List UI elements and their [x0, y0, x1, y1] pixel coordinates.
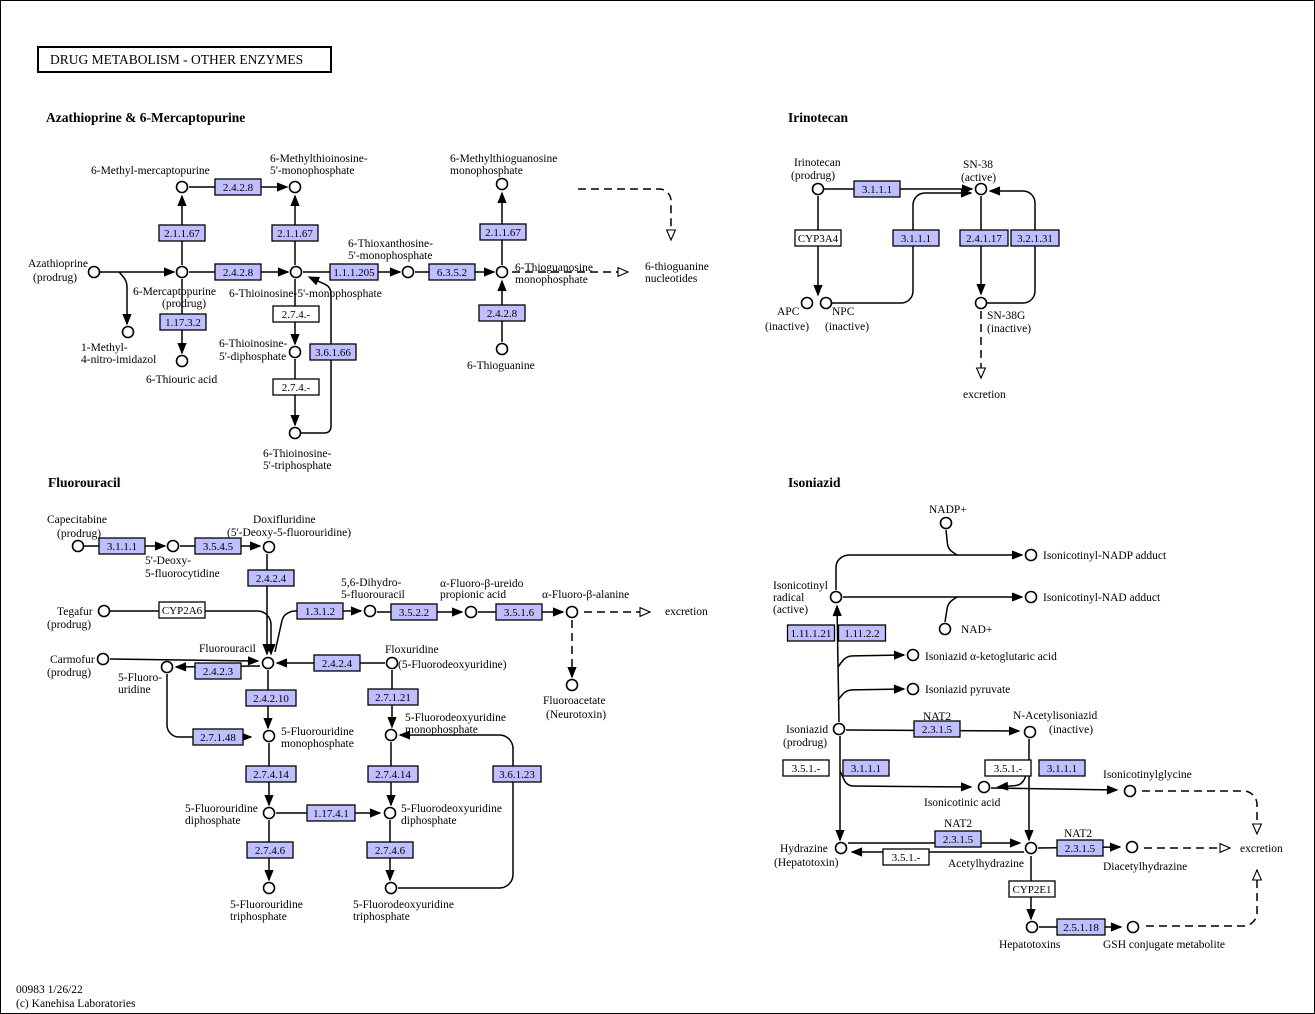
compound-circle[interactable]	[831, 592, 842, 603]
compound-circle[interactable]	[940, 624, 951, 635]
text-label: 5-fluorocytidine	[145, 568, 220, 580]
enzyme-label: 2.4.2.4	[255, 573, 287, 585]
text-label: Isonicotinic acid	[924, 797, 1001, 809]
compound-circle[interactable]	[98, 654, 109, 665]
compound-circle[interactable]	[290, 347, 301, 358]
text-label: N-Acetylisoniazid	[1013, 710, 1098, 722]
text-label: (5'-Deoxy-5-fluorouridine)	[227, 527, 352, 539]
compound-circle[interactable]	[802, 298, 813, 309]
compound-circle[interactable]	[168, 541, 179, 552]
enzyme-label: 1.1.1.205	[333, 267, 375, 279]
compound-circle[interactable]	[836, 843, 847, 854]
compound-circle[interactable]	[123, 327, 134, 338]
text-label: 5'-diphosphate	[219, 351, 287, 363]
text-label: propionic acid	[440, 589, 507, 601]
text-label: monophosphate	[405, 724, 478, 736]
text-label: (prodrug)	[33, 272, 78, 284]
enzyme-label: 3.2.1.31	[1017, 233, 1053, 245]
compound-circle[interactable]	[291, 267, 302, 278]
enzyme-label: 3.5.1.-	[791, 763, 821, 775]
compound-circle[interactable]	[497, 179, 508, 190]
text-label: triphosphate	[353, 911, 410, 923]
text-label: 4-nitro-imidazol	[81, 354, 157, 366]
text-label: (Hepatotoxin)	[774, 857, 839, 869]
text-label: NAT2	[1064, 828, 1093, 840]
compound-circle[interactable]	[821, 298, 832, 309]
compound-circle[interactable]	[403, 267, 414, 278]
compound-circle[interactable]	[834, 724, 845, 735]
enzyme-label: 2.1.1.67	[277, 228, 313, 240]
text-label: Capecitabine	[47, 514, 108, 526]
enzyme-label: 3.5.1.-	[891, 852, 921, 864]
section-header-irinotecan: Irinotecan	[788, 110, 848, 125]
enzyme-label: 2.3.1.5	[942, 834, 974, 846]
compound-circle[interactable]	[365, 606, 376, 617]
text-label: NAT2	[923, 711, 952, 723]
text-label: Azathioprine	[28, 258, 89, 270]
text-label: 6-thioguanine	[645, 261, 709, 273]
compound-circle[interactable]	[1128, 922, 1139, 933]
compound-circle[interactable]	[941, 518, 952, 529]
text-label: (inactive)	[825, 321, 870, 333]
compound-circle[interactable]	[177, 267, 188, 278]
compound-circle[interactable]	[386, 883, 397, 894]
compound-circle[interactable]	[567, 680, 578, 691]
text-label: monophosphate	[515, 274, 588, 286]
compound-circle[interactable]	[976, 298, 987, 309]
enzyme-label: CYP3A4	[797, 233, 839, 245]
text-label: excretion	[1240, 843, 1283, 855]
text-label: (active)	[961, 172, 997, 184]
text-label: (5-Fluorodeoxyuridine)	[398, 659, 507, 671]
text-label: 6-Thioinosine-	[219, 338, 288, 350]
enzyme-label: 2.4.1.17	[966, 233, 1002, 245]
section-header-fluorouracil: Fluorouracil	[48, 475, 121, 490]
compound-circle[interactable]	[99, 606, 110, 617]
text-label: monophosphate	[450, 165, 523, 177]
text-label: 6-Thioguanine	[467, 360, 535, 372]
text-label: SN-38G	[987, 310, 1026, 322]
compound-circle[interactable]	[1025, 727, 1036, 738]
compound-circle[interactable]	[497, 267, 508, 278]
enzyme-label: 1.11.1.21	[790, 628, 832, 640]
enzyme-label: 1.17.4.1	[313, 808, 349, 820]
text-label: GSH conjugate metabolite	[1103, 939, 1225, 951]
compound-circle[interactable]	[162, 662, 173, 673]
text-label: 5-fluorouracil	[341, 589, 405, 601]
text-label: 6-Thioinosine-5'-monophosphate	[229, 288, 382, 300]
text-label: Isonicotinyl-NADP adduct	[1043, 550, 1167, 562]
text-label: Isoniazid α-ketoglutaric acid	[925, 651, 1057, 663]
text-label: 6-Thiouric acid	[146, 374, 218, 386]
text-label: excretion	[963, 389, 1006, 401]
compound-circle[interactable]	[290, 428, 301, 439]
enzyme-label: 2.7.4.-	[281, 309, 311, 321]
text-label: Floxuridine	[385, 644, 439, 656]
text-label: 6-Mercaptopurine	[133, 286, 217, 298]
enzyme-label: 2.1.1.67	[485, 227, 521, 239]
text-label: NAD+	[961, 624, 993, 636]
copyright: (c) Kanehisa Laboratories	[16, 998, 136, 1010]
enzyme-label: 3.1.1.1	[106, 541, 138, 553]
text-label: 1-Methyl-	[81, 342, 128, 354]
text-label: (prodrug)	[57, 528, 102, 540]
enzyme-label: 3.5.1.-	[993, 763, 1023, 775]
compound-circle[interactable]	[177, 182, 188, 193]
enzyme-label: 2.3.1.5	[921, 724, 953, 736]
enzyme-label: 3.6.1.23	[499, 769, 535, 781]
compound-circle[interactable]	[264, 883, 275, 894]
enzyme-label: 1.3.1.2	[304, 606, 336, 618]
text-label: 6-Methyl-mercaptopurine	[91, 165, 210, 177]
enzyme-label: 2.7.1.48	[200, 732, 236, 744]
enzyme-label: 3.6.1.66	[315, 347, 351, 359]
compound-circle[interactable]	[813, 184, 824, 195]
enzyme-label: 2.5.1.18	[1063, 922, 1099, 934]
text-label: (prodrug)	[47, 667, 92, 679]
pathway-title: DRUG METABOLISM - OTHER ENZYMES	[50, 52, 304, 67]
text-label: Hydrazine	[780, 843, 828, 855]
text-label: Isoniazid pyruvate	[925, 684, 1011, 696]
text-label: NAT2	[944, 818, 973, 830]
compound-circle[interactable]	[1026, 592, 1037, 603]
text-label: 6-Thioxanthosine-	[348, 238, 433, 250]
text-label: NPC	[832, 306, 855, 318]
enzyme-label: 2.4.2.10	[253, 693, 289, 705]
enzyme-label: 1.17.3.2	[165, 317, 201, 329]
enzyme-label: 3.1.1.1	[1046, 763, 1078, 775]
text-label: Doxifluridine	[253, 514, 316, 526]
enzyme-label: CYP2A6	[161, 605, 203, 617]
compound-circle[interactable]	[73, 541, 84, 552]
text-label: (prodrug)	[47, 619, 92, 631]
text-label: diphosphate	[185, 815, 241, 827]
text-label: NADP+	[929, 504, 967, 516]
enzyme-label: 3.1.1.1	[861, 184, 893, 196]
enzyme-label: 2.4.2.8	[222, 267, 254, 279]
section-header-azathioprine: Azathioprine & 6-Mercaptopurine	[46, 110, 246, 125]
enzyme-label: 2.4.2.4	[321, 658, 353, 670]
text-label: SN-38	[963, 159, 994, 171]
compound-circle[interactable]	[976, 184, 987, 195]
enzyme-label: 2.1.1.67	[164, 228, 200, 240]
text-label: 5-Fluorouridine	[230, 899, 303, 911]
text-label: Diacetylhydrazine	[1103, 861, 1188, 873]
enzyme-label: 2.4.2.3	[202, 666, 234, 678]
enzyme-label: 3.1.1.1	[850, 763, 882, 775]
text-label: Isonicotinylglycine	[1103, 769, 1192, 781]
text-label: 5-Fluorodeoxyuridine	[353, 899, 454, 911]
compound-circle[interactable]	[908, 684, 919, 695]
text-label: (inactive)	[1049, 724, 1094, 736]
compound-circle[interactable]	[979, 782, 990, 793]
enzyme-label: 2.3.1.5	[1064, 843, 1096, 855]
text-label: Irinotecan	[794, 157, 841, 169]
text-label: (prodrug)	[791, 170, 836, 182]
compound-circle[interactable]	[385, 808, 396, 819]
text-label: Isonicotinyl	[773, 580, 828, 592]
text-label: (prodrug)	[783, 737, 828, 749]
compound-circle[interactable]	[264, 808, 275, 819]
compound-circle[interactable]	[1026, 843, 1037, 854]
compound-circle[interactable]	[1026, 550, 1037, 561]
text-label: Acetylhydrazine	[948, 858, 1024, 870]
text-label: 5-Fluorodeoxyuridine	[405, 712, 506, 724]
compound-circle[interactable]	[1127, 842, 1138, 853]
text-label: 6-Thioinosine-	[263, 448, 332, 460]
section-header-isoniazid: Isoniazid	[788, 475, 841, 490]
text-label: 5-Fluorouridine	[281, 726, 354, 738]
text-label: uridine	[118, 684, 151, 696]
text-label: 5-Fluoro-	[118, 672, 163, 684]
text-label: 6-Methylthioguanosine	[450, 153, 558, 165]
compound-circle[interactable]	[264, 731, 275, 742]
enzyme-label: 2.7.4.-	[281, 382, 311, 394]
compound-circle[interactable]	[466, 607, 477, 618]
text-label: (active)	[773, 604, 809, 616]
compound-circle[interactable]	[567, 607, 578, 618]
text-label: (inactive)	[987, 323, 1032, 335]
text-label: Hepatotoxins	[999, 939, 1061, 951]
text-label: monophosphate	[281, 738, 354, 750]
text-label: 5'-Deoxy-	[145, 555, 192, 567]
compound-circle[interactable]	[386, 730, 397, 741]
enzyme-label: 6.3.5.2	[436, 267, 468, 279]
text-label: Isoniazid	[786, 724, 829, 736]
text-label: Carmofur	[50, 654, 95, 666]
compound-circle[interactable]	[1027, 922, 1038, 933]
compound-circle[interactable]	[1125, 786, 1136, 797]
text-label: Tegafur	[57, 606, 93, 618]
text-label: 5'-monophosphate	[270, 165, 355, 177]
text-label: 6-Methylthioinosine-	[270, 153, 368, 165]
compound-circle[interactable]	[908, 650, 919, 661]
text-label: Isonicotinyl-NAD adduct	[1043, 592, 1161, 604]
text-label: APC	[777, 306, 800, 318]
enzyme-label: CYP2E1	[1012, 884, 1052, 896]
text-label: α-Fluoro-β-alanine	[542, 589, 630, 601]
enzyme-label: 2.7.4.14	[253, 769, 289, 781]
enzyme-label: 1.11.2.2	[844, 628, 880, 640]
compound-circle[interactable]	[89, 267, 100, 278]
text-label: 5'-triphosphate	[263, 460, 332, 472]
text-label: 5-Fluorodeoxyuridine	[401, 803, 502, 815]
compound-circle[interactable]	[497, 344, 508, 355]
enzyme-label: 2.7.4.6	[254, 845, 286, 857]
text-label: diphosphate	[401, 815, 457, 827]
text-label: 5,6-Dihydro-	[341, 577, 402, 589]
text-label: (Neurotoxin)	[546, 709, 607, 721]
enzyme-label: 2.4.2.8	[222, 182, 254, 194]
text-label: 6-Thioguanosine	[515, 262, 593, 274]
text-label: excretion	[665, 606, 708, 618]
text-label: (inactive)	[765, 321, 810, 333]
enzyme-label: 3.5.1.6	[503, 607, 535, 619]
compound-circle[interactable]	[264, 542, 275, 553]
enzyme-label: 3.1.1.1	[900, 233, 932, 245]
enzyme-label: 3.5.4.5	[202, 541, 234, 553]
enzyme-label: 2.7.1.21	[375, 692, 411, 704]
enzyme-label: 2.7.4.14	[375, 769, 411, 781]
text-label: triphosphate	[230, 911, 287, 923]
compound-circle[interactable]	[387, 658, 398, 669]
enzyme-label: 3.5.2.2	[398, 607, 430, 619]
compound-circle[interactable]	[290, 182, 301, 193]
text-label: (prodrug)	[162, 298, 207, 310]
enzyme-label: 2.4.2.8	[486, 308, 518, 320]
enzyme-label: 2.7.4.6	[374, 845, 406, 857]
text-label: Fluorouracil	[199, 643, 256, 655]
text-label: 5-Fluorouridine	[185, 803, 258, 815]
text-label: Fluoroacetate	[543, 695, 606, 707]
text-label: α-Fluoro-β-ureido	[440, 578, 524, 590]
text-label: radical	[773, 592, 805, 604]
compound-circle[interactable]	[263, 658, 274, 669]
text-label: nucleotides	[645, 273, 698, 285]
compound-circle[interactable]	[177, 356, 188, 367]
pathway-id-date: 00983 1/26/22	[16, 984, 83, 996]
text-label: 5'-monophosphate	[348, 250, 433, 262]
